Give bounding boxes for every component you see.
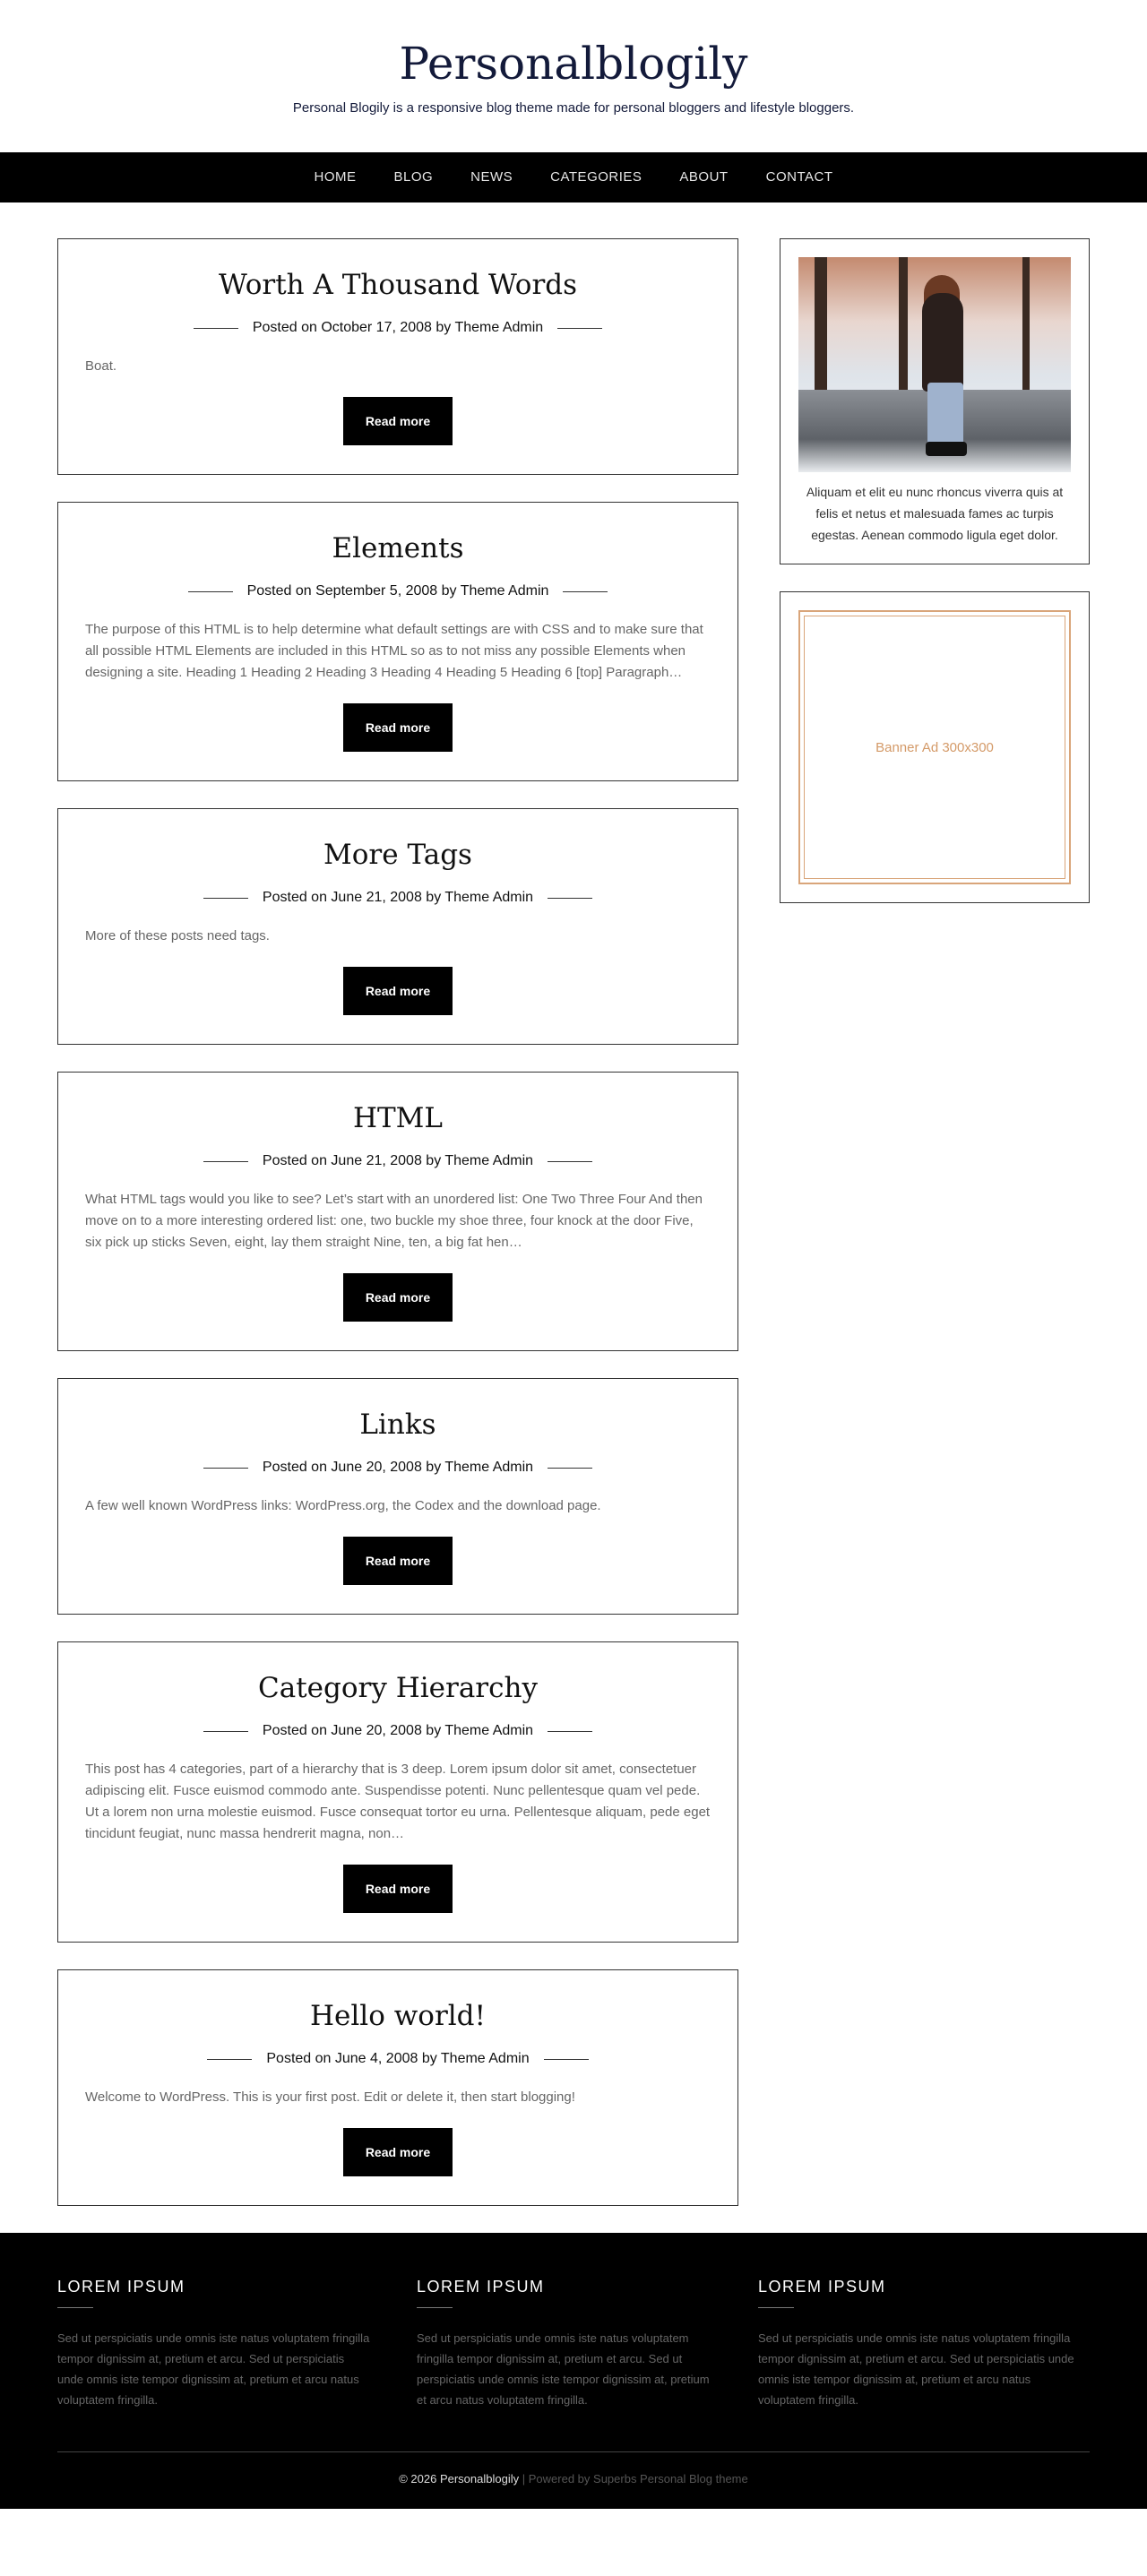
nav-home[interactable]: HOME: [314, 169, 357, 185]
footer-columns: [57, 2278, 1090, 2410]
post-title[interactable]: Elements: [332, 532, 464, 564]
post-title[interactable]: HTML: [352, 1102, 444, 1134]
read-more-button[interactable]: Read more: [343, 1865, 453, 1913]
post-meta-text: Posted on September 5, 2008 by Theme Admin: [246, 583, 549, 599]
post-meta: [85, 1153, 711, 1169]
nav-contact[interactable]: CONTACT: [765, 169, 833, 185]
powered-by-link[interactable]: Powered by Superbs Personal Blog theme: [528, 2472, 748, 2486]
footer-heading: LOREM IPSUM: [758, 2278, 886, 2296]
post-card: [57, 238, 738, 475]
post-excerpt: A few well known WordPress links: WordPress.org, the Codex and the download page.: [85, 1498, 601, 1513]
footer-column: [758, 2278, 1090, 2410]
meta-divider: [557, 328, 602, 329]
meta-divider: [203, 1468, 248, 1469]
meta-divider: [207, 2059, 252, 2060]
post-meta: [85, 583, 711, 599]
meta-divider: [203, 1161, 248, 1162]
post-title[interactable]: Links: [359, 1409, 436, 1441]
meta-divider: [563, 591, 608, 592]
meta-divider: [188, 591, 233, 592]
meta-divider: [203, 898, 248, 899]
site-title[interactable]: Personalblogily: [399, 38, 748, 90]
site-description: Personal Blogily is a responsive blog theme made for personal bloggers and lifestyle bloggers.: [292, 100, 855, 116]
footer-heading-underline: [758, 2307, 794, 2308]
post-meta: [85, 890, 711, 906]
about-widget: [780, 238, 1090, 564]
sidebar: [780, 238, 1090, 2233]
post-meta-text: Posted on June 20, 2008 by Theme Admin: [262, 1460, 534, 1475]
post-excerpt: More of these posts need tags.: [85, 928, 270, 943]
nav-blog[interactable]: BLOG: [393, 169, 434, 185]
content-area: [0, 238, 1147, 2233]
footer-heading-underline: [57, 2307, 93, 2308]
about-photo: [798, 257, 1071, 472]
post-meta-text: Posted on June 21, 2008 by Theme Admin: [262, 1153, 534, 1168]
read-more-button[interactable]: Read more: [343, 1273, 453, 1322]
photo-person-coat: [922, 293, 963, 392]
copyright-link[interactable]: © 2026 Personalblogily: [399, 2472, 520, 2486]
post-excerpt: What HTML tags would you like to see? Let’s start with an unordered list: One Two Three Four And then move on to a more interesting ordered list: one, two buckle my shoe three, four knock at the door Five, six pick up sticks Seven, eight, lay them straight Nine, ten, a big fat hen…: [85, 1192, 703, 1250]
footer-heading-underline: [417, 2307, 453, 2308]
post-card: [57, 1072, 738, 1351]
footer-text: Sed ut perspiciatis unde omnis iste natus voluptatem fringilla tempor dignissim at, pretium et arcu. Sed ut perspiciatis unde omnis iste tempor dignissim at, pretium et arcu natus voluptatem fringilla.: [758, 2331, 1074, 2407]
banner-ad-widget: [780, 591, 1090, 903]
post-meta: [85, 320, 711, 336]
banner-ad-frame[interactable]: [798, 610, 1071, 884]
credits-separator: |: [522, 2472, 526, 2486]
post-card: [57, 808, 738, 1045]
post-excerpt: The purpose of this HTML is to help determine what default settings are with CSS and to make sure that all possible HTML Elements are included in this HTML so as to not miss any possible Elements when designing a site. Heading 1 Heading 2 Heading 3 Heading 4 Heading 5 Heading 6 [top] Paragraph…: [85, 622, 703, 680]
post-title[interactable]: Worth A Thousand Words: [218, 269, 578, 301]
post-excerpt: This post has 4 categories, part of a hierarchy that is 3 deep. Lorem ipsum dolor sit amet, consectetuer adipiscing elit. Fusce euismod commodo ante. Suspendisse potenti. Nunc pellentesque quam vel pede. Ut a lorem non urna molestie euismod. Fusce consequat tortor eu urna. Pellentesque aliquam, pede eget tincidunt feugiat, nunc massa hendrerit magna, non…: [85, 1762, 711, 1841]
meta-divider: [194, 328, 238, 329]
footer-column: [417, 2278, 712, 2410]
footer-heading: LOREM IPSUM: [417, 2278, 545, 2296]
photo-person-boots: [926, 442, 967, 456]
read-more-button[interactable]: Read more: [343, 967, 453, 1015]
post-meta-text: Posted on June 20, 2008 by Theme Admin: [262, 1723, 534, 1738]
post-meta: [85, 1460, 711, 1476]
post-card: [57, 1641, 738, 1943]
footer-text: Sed ut perspiciatis unde omnis iste natus voluptatem fringilla tempor dignissim at, pretium et arcu. Sed ut perspiciatis unde omnis iste tempor dignissim at, pretium et arcu natus voluptatem fringilla.: [57, 2331, 370, 2407]
read-more-button[interactable]: Read more: [343, 397, 453, 445]
meta-divider: [548, 1161, 592, 1162]
nav-news[interactable]: NEWS: [470, 169, 513, 185]
read-more-button[interactable]: Read more: [343, 2128, 453, 2176]
post-card: [57, 1969, 738, 2206]
post-title[interactable]: Hello world!: [310, 2000, 486, 2032]
site-footer: [0, 2233, 1147, 2509]
main-navigation: [0, 152, 1147, 202]
post-excerpt: Boat.: [85, 358, 117, 374]
about-caption: Aliquam et elit eu nunc rhoncus viverra quis at felis et netus et malesuada fames ac turpis egestas. Aenean commodo ligula eget dolor.: [806, 485, 1064, 542]
meta-divider: [548, 1468, 592, 1469]
post-meta-text: Posted on October 17, 2008 by Theme Admin: [252, 320, 544, 335]
nav-categories[interactable]: CATEGORIES: [550, 169, 642, 185]
meta-divider: [203, 1731, 248, 1732]
post-list: [57, 238, 738, 2233]
meta-divider: [548, 898, 592, 899]
footer-column: [57, 2278, 371, 2410]
photo-person-legs: [927, 383, 963, 445]
post-card: [57, 502, 738, 781]
post-meta-text: Posted on June 4, 2008 by Theme Admin: [266, 2051, 530, 2066]
footer-credits: [57, 2452, 1090, 2486]
post-excerpt: Welcome to WordPress. This is your first post. Edit or delete it, then start blogging!: [85, 2089, 575, 2105]
footer-heading: LOREM IPSUM: [57, 2278, 185, 2296]
post-title[interactable]: More Tags: [323, 839, 472, 871]
meta-divider: [548, 1731, 592, 1732]
footer-text: Sed ut perspiciatis unde omnis iste natus voluptatem fringilla tempor dignissim at, pretium et arcu. Sed ut perspiciatis unde omnis iste tempor dignissim at, pretium et arcu natus voluptatem fringilla.: [417, 2331, 710, 2407]
meta-divider: [544, 2059, 589, 2060]
site-header: [0, 0, 1147, 152]
read-more-button[interactable]: Read more: [343, 1537, 453, 1585]
post-card: [57, 1378, 738, 1615]
nav-about[interactable]: ABOUT: [679, 169, 729, 185]
banner-ad-text: Banner Ad 300x300: [804, 616, 1065, 879]
post-meta: [85, 2051, 711, 2067]
post-meta-text: Posted on June 21, 2008 by Theme Admin: [262, 890, 534, 905]
post-title[interactable]: Category Hierarchy: [258, 1672, 538, 1704]
read-more-button[interactable]: Read more: [343, 703, 453, 752]
post-meta: [85, 1723, 711, 1739]
